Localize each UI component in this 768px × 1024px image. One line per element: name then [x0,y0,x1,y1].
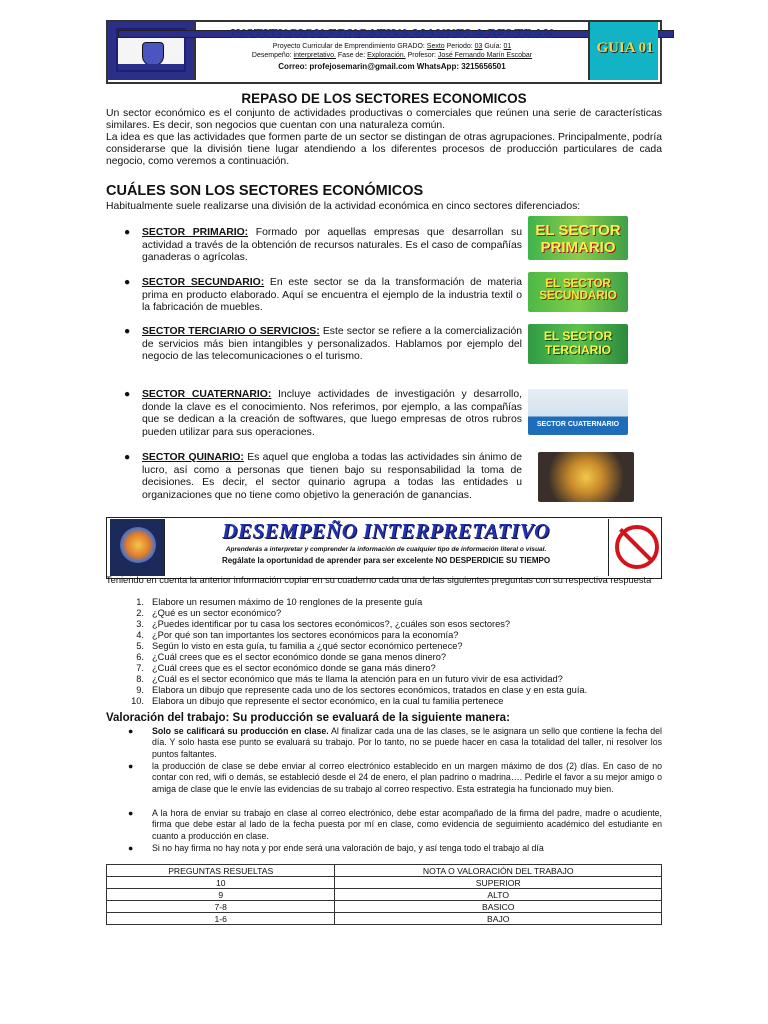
bullet-icon: ● [128,726,134,736]
table-cell: ALTO [335,889,662,901]
institution-name: INSTITUCION EDUCATIVA MANUELA BELTRAN [230,26,554,41]
bullet-icon: ● [128,843,134,853]
table-cell: BASICO [335,901,662,913]
sector-secundario: ● SECTOR SECUNDARIO: En este sector se da la transformación de materia prima en producto elaborado. Aquí se encuentra el ejemplo de la industria textil o la fabricación de muebles. [124,277,523,314]
bullet-icon: ● [124,326,131,337]
valuation-item: ● Si no hay firma no hay nota y por ende será una valoración de bajo, y así tenga todo el trabajo al día [128,843,544,853]
brain-gears-icon [110,519,165,576]
sector-quinario: ● SECTOR QUINARIO: Es aquel que engloba a todas las actividades sin ánimo de lucro, así como a personas que tienen bajo su responsabilidad la toma de decisiones. Es decir, el sector quinario agrupa a todas las entidades u organizaciones que no tiene como objetivo la generación de ganancias. [124,452,522,501]
questions-intro: Teniendo en cuenta la anterior información copiar en su cuaderno cada una de las siguientes preguntas con su respectiva respuesta [106,575,652,585]
contact-line: Correo: profejosemarin@gmail.com WhatsApp: 3215656501 [278,62,506,71]
no-clock-icon [608,519,661,576]
header-line-project: Proyecto Curricular de Emprendimiento GRADO: Sexto Periodo: 03 Guía: 01 [272,43,512,50]
performance-line-1: Aprenderás a interpretar y comprender la información de cualquier tipo de información literal o visual. [225,546,547,553]
primario-image-caption: EL SECTOR PRIMARIO [535,222,621,256]
terciario-image-caption: EL SECTOR TERCIARIO [543,329,613,357]
sector-primario: ● SECTOR PRIMARIO: Formado por aquellas empresas que desarrollan su actividad a través de la obtención de recursos naturales. Es el caso de compañías ganaderas o agrícolas. [124,227,522,264]
table-cell: 1-6 [107,913,335,925]
intro-paragraph-1: Un sector económico es el conjunto de actividades productivas o comerciales que reúnen una serie de características similares. Es decir, son negocios que cuentan con una naturaleza común. [106,108,662,131]
table-cell: 9 [107,889,335,901]
quinario-image [538,452,634,502]
table-row [107,901,662,913]
intro-paragraph-2: La idea es que las actividades que formen parte de un sector se distingan de otras agrupaciones. Principalmente, podría considerarse que la división tiene lugar atendiendo a los diferentes procesos de producción particulares de cada negocio, como veremos a continuación. [106,132,662,167]
bullet-icon: ● [124,389,131,400]
bullet-icon: ● [124,227,131,238]
bullet-icon: ● [124,452,131,463]
teacher-value: José Fernando Marín Escobar [437,52,533,59]
valuation-item: ● A la hora de enviar su trabajo en clase al correo electrónico, debe estar acompañado de la firma del padre, madre o acudiente, firma que debe estar al lado de la fecha puesta por mí en clase, como evidencia de seguimiento académico del estudiante en cuanto a producción en clase. [128,808,662,841]
section-title: CUÁLES SON LOS SECTORES ECONÓMICOS [106,183,424,199]
grade-value: Sexto [426,43,445,50]
table-cell: 7-8 [107,901,335,913]
table-cell: BAJO [335,913,662,925]
table-row [107,877,662,889]
performance-line-2: Regálate la oportunidad de aprender para ser excelente NO DESPERDICIE SU TIEMPO [221,556,551,565]
guide-badge [588,22,658,80]
bullet-icon: ● [128,761,134,771]
table-header-row [107,865,662,877]
cuaternario-image [528,389,628,435]
valuation-item: ● la producción de clase se debe enviar al correo electrónico establecido en un margen máximo de dos (2) días. En caso de no contar con red, wifi o demás, se estableció desde el 24 de enero, el plan padrino o madrina…. Pedirle el favor a su mejor amigo o amiga de clase que le envíe las evidencias de su trabajo al correo respectivo. Esta estrategia ha funcionado muy bien. [128,761,662,794]
period-value: 03 [474,43,483,50]
bullet-icon: ● [124,277,131,288]
section-subtitle: Habitualmente suele realizarse una división de la actividad económica en cinco sectores diferenciados: [106,201,581,212]
table-cell: 10 [107,877,335,889]
school-logo [108,22,196,80]
performance-value: interpretativo. [293,52,336,59]
table-cell: SUPERIOR [335,877,662,889]
grade-table [106,864,662,925]
phase-value: Exploración. [367,52,406,59]
sector-terciario: ● SECTOR TERCIARIO O SERVICIOS: Este sector se refiere a la comercialización de servicios más bien intangibles y personalizados. Hablamos por ejemplo del negocio de las telecomunicaciones o el turismo. [124,326,523,363]
bullet-icon: ● [128,808,134,818]
table-row [107,889,662,901]
terciario-image [528,324,628,364]
performance-title: DESEMPEÑO INTERPRETATIVO [222,519,550,543]
secundario-image [528,272,628,312]
guide-value: 01 [503,43,512,50]
valuation-item: ● Solo se calificará su producción en clase. Al finalizar cada una de las clases, se le asignara un sello que contiene la fecha del día. Y solo hasta ese punto se evaluará su trabajo. Por lo tanto, no se puede hacer en casa la totalidad del taller, ni resolver los puntos faltantes. [128,726,662,759]
page-title: REPASO DE LOS SECTORES ECONOMICOS [241,91,527,106]
table-row [107,913,662,925]
secundario-image-caption: EL SECTOR SECUNDARIO [539,278,617,302]
valuation-title: Valoración del trabajo: Su producción se evaluará de la siguiente manera: [106,712,510,724]
sector-cuaternario: ● SECTOR CUATERNARIO: Incluye actividades de investigación y desarrollo, donde la clave es el conocimiento. Nos referimos, por ejemplo, a las compañías que se dedican a la creación de softwares, que luego empresas de otros rubros pueden utilizar para sus operaciones. [124,389,522,438]
header-line-performance: Desempeño: interpretativo. Fase de: Exploración. Profesor: José Fernando Marín Escobar [251,52,533,59]
primario-image [528,216,628,260]
table-header-cell: PREGUNTAS RESUELTAS [107,865,335,877]
guide-badge-text: GUIA 01 [596,40,654,56]
table-header-cell: NOTA O VALORACIÓN DEL TRABAJO [335,865,662,877]
school-crest-icon [116,28,186,72]
cuaternario-image-caption: SECTOR CUATERNARIO [536,421,620,428]
